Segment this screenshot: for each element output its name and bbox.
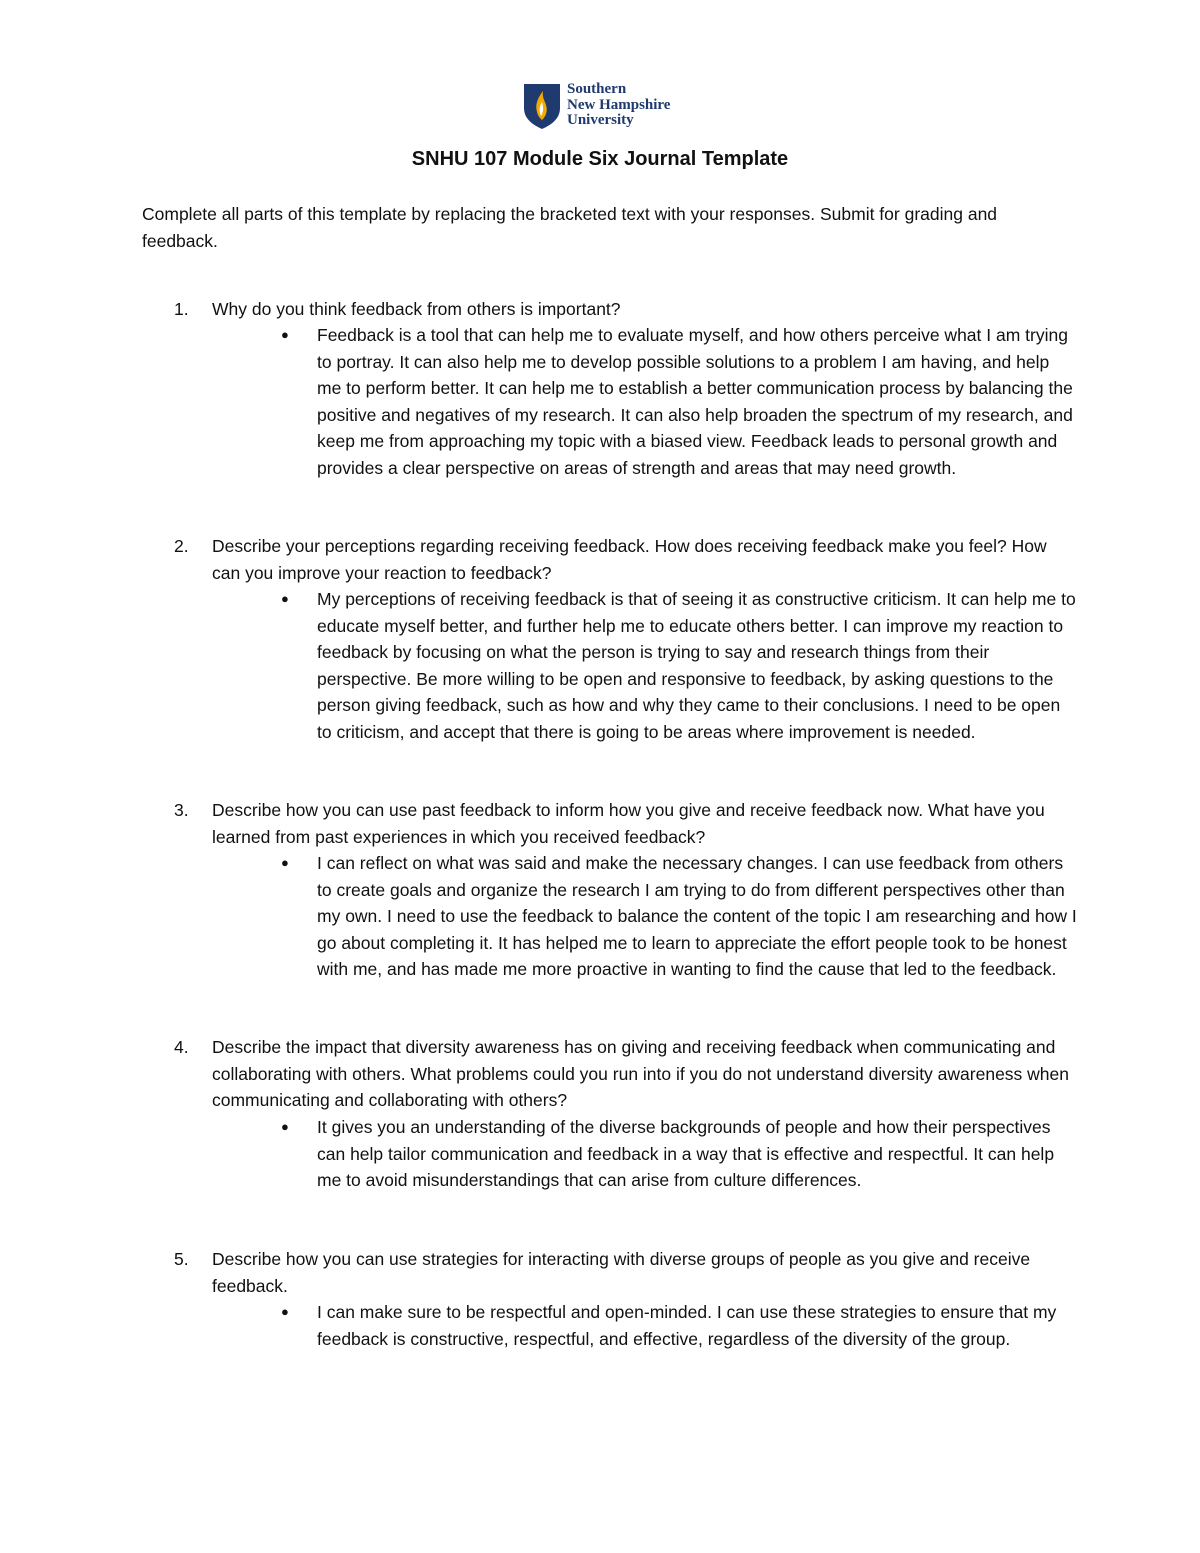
question-number: 2. <box>174 536 189 556</box>
question-number: 4. <box>174 1037 189 1057</box>
instructions-paragraph: Complete all parts of this template by replacing the bracketed text with your responses. Submit for grading and feedback. <box>142 204 998 251</box>
logo-line-3: University <box>567 112 634 128</box>
question-text: Describe the impact that diversity awareness has on giving and receiving feedback when communicating and collaborating with others. What problems could you run into if you do not understand diversity awareness when communicating and collaborating with others? <box>212 1037 1069 1110</box>
shield-flame-icon <box>522 82 562 130</box>
bullet-icon: ● <box>281 855 289 870</box>
question-number: 3. <box>174 800 189 820</box>
question-text: Describe your perceptions regarding receiving feedback. How does receiving feedback make you feel? How can you improve your reaction to feedback? <box>212 536 1047 583</box>
question-text: Describe how you can use past feedback to inform how you give and receive feedback now. What have you learned from past experiences in which you received feedback? <box>212 800 1045 847</box>
logo-wordmark <box>567 82 670 129</box>
bullet-icon: ● <box>281 1119 289 1134</box>
question-number: 5. <box>174 1249 189 1269</box>
question-number: 1. <box>174 299 189 319</box>
answer-text: I can make sure to be respectful and open-minded. I can use these strategies to ensure that my feedback is constructive, respectful, and effective, regardless of the diversity of the group. <box>317 1302 1057 1349</box>
answer-text: I can reflect on what was said and make the necessary changes. I can use feedback from others to create goals and organize the research I am trying to do from different perspectives other than my own. I need to use the feedback to balance the content of the topic I am researching and how I go about completing it. It has helped me to learn to appreciate the effort people took to be honest with me, and has made me more proactive in wanting to find the cause that led to the feedback. <box>317 853 1077 979</box>
answer-text: My perceptions of receiving feedback is that of seeing it as constructive criticism. It can help me to educate myself better, and further help me to educate others better. I can improve my reaction to feedback by focusing on what the person is trying to say and research things from their perspective. Be more willing to be open and responsive to feedback, by asking questions to the person giving feedback, such as how and why they came to their conclusions. I need to be open to criticism, and accept that there is going to be areas where improvement is needed. <box>317 589 1076 742</box>
logo-line-2: New Hampshire <box>567 96 671 113</box>
answer-text: Feedback is a tool that can help me to evaluate myself, and how others perceive what I am trying to portray. It can also help me to develop possible solutions to a problem I am having, and help me to perform better. It can help me to establish a better communication process by balancing the positive and negatives of my research. It can also help broaden the spectrum of my research, and keep me from approaching my topic with a biased view. Feedback leads to personal growth and provides a clear perspective on areas of strength and areas that may need growth. <box>317 325 1073 478</box>
answer-text: It gives you an understanding of the diverse backgrounds of people and how their perspectives can help tailor communication and feedback in a way that is effective and respectful. It can help me to avoid misunderstandings that can arise from culture differences. <box>317 1117 1055 1190</box>
bullet-icon: ● <box>281 327 289 342</box>
bullet-icon: ● <box>281 1304 289 1319</box>
page-title: SNHU 107 Module Six Journal Template <box>411 148 789 170</box>
bullet-icon: ● <box>281 591 289 606</box>
university-logo <box>522 82 692 134</box>
question-text: Why do you think feedback from others is important? <box>212 299 621 319</box>
logo-line-1: Southern <box>567 81 627 97</box>
question-text: Describe how you can use strategies for interacting with diverse groups of people as you give and receive feedback. <box>212 1249 1031 1296</box>
